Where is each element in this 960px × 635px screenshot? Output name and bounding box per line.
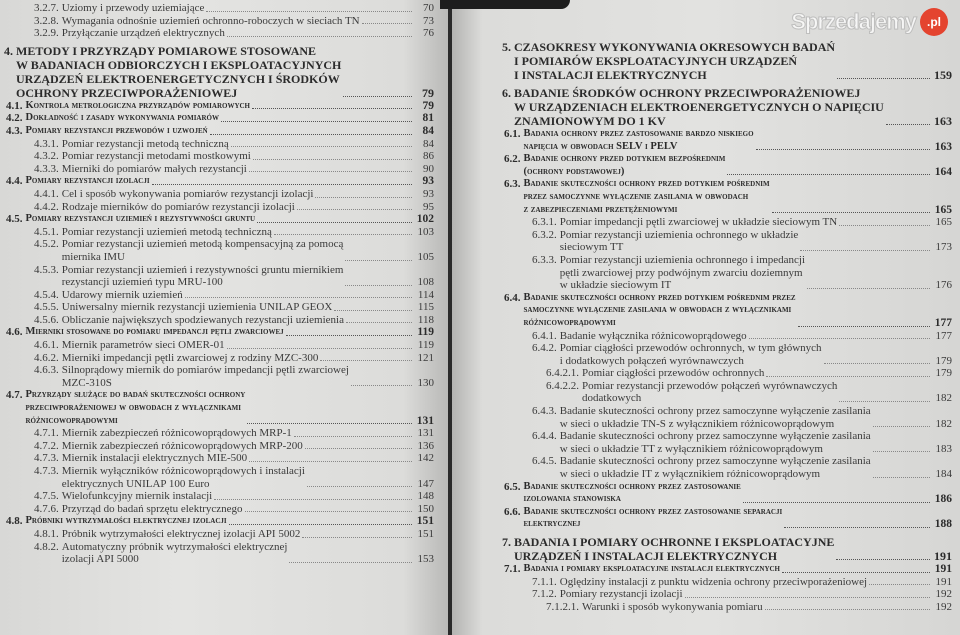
entry-page: 115 xyxy=(417,301,434,314)
entry-page: 153 xyxy=(417,553,434,566)
toc-entry xyxy=(4,125,434,138)
entry-title: Kontrola metrologiczna przyrządów pomiarowych xyxy=(25,99,250,111)
entry-page: 177 xyxy=(935,329,952,342)
left-page xyxy=(0,0,448,635)
toc-entry xyxy=(4,364,434,389)
entry-title: Przyłączanie urządzeń elektrycznych xyxy=(61,27,225,40)
dot-leader xyxy=(807,288,930,289)
entry-page: 118 xyxy=(417,313,434,326)
dot-leader xyxy=(345,260,412,261)
entry-number: 4.4.2. xyxy=(34,200,59,213)
entry-number: 4.5.2. xyxy=(34,238,59,251)
entry-number: 4.7.5. xyxy=(34,490,59,503)
toc-entry xyxy=(4,150,434,163)
dot-leader xyxy=(320,360,412,361)
entry-title: BADANIA I POMIARY OCHRONNE I EKSPLOATACYJNE URZĄDZEŃ I INSTALACJI ELEKTRYCZNYCH xyxy=(514,535,835,563)
entry-number: 6.5. xyxy=(504,480,521,493)
dot-leader xyxy=(765,609,930,610)
entry-number: 6.4.2.1. xyxy=(546,367,579,380)
dot-leader xyxy=(873,477,930,478)
toc-entry xyxy=(4,264,434,289)
entry-page: 93 xyxy=(422,175,434,188)
entry-page: 90 xyxy=(423,162,434,175)
entry-number: 3.2.7. xyxy=(34,2,59,14)
entry-page: 79 xyxy=(422,85,434,100)
entry-title: Wielofunkcyjny miernik instalacji xyxy=(61,490,213,503)
entry-page: 192 xyxy=(935,600,952,613)
entry-title: Pomiar ciągłości przewodów ochronnych, w tym głównych i dodatkowych połączeń wyrównawczych xyxy=(559,342,822,367)
entry-page: 191 xyxy=(935,575,952,588)
entry-number: 3.2.9. xyxy=(34,27,59,40)
entry-title: Automatyczny próbnik wytrzymałości elektrycznej izolacji API 5000 xyxy=(61,540,288,566)
entry-title: Badanie wyłącznika różnicowoprądowego xyxy=(559,329,747,342)
dot-leader xyxy=(346,322,412,323)
entry-number: 4.6. xyxy=(6,326,23,339)
entry-title: Badania ochrony przez zastosowanie bardzo niskiego napięcia w obwodach SELV i PELV xyxy=(523,128,754,152)
entry-title: Badanie skuteczności ochrony przez samoczynne wyłączenie zasilania w sieci o układzie TN-S z wyłącznikiem różnicowoprądowym xyxy=(559,405,871,430)
dot-leader xyxy=(214,499,412,500)
entry-page: 184 xyxy=(935,468,952,481)
entry-number: 6.6. xyxy=(504,505,521,518)
entry-page: 147 xyxy=(417,477,434,490)
entry-page: 93 xyxy=(423,187,434,200)
entry-page: 186 xyxy=(934,493,952,506)
dot-leader xyxy=(839,225,930,226)
entry-title: Mierniki impedancji pętli zwarciowej z rodziny MZC-300 xyxy=(61,351,319,364)
entry-title: Przyrząd do badań sprzętu elektrycznego xyxy=(61,502,243,515)
dot-leader xyxy=(249,171,412,172)
toc-entry xyxy=(502,588,952,601)
toc-entry xyxy=(502,506,952,531)
dot-leader xyxy=(231,146,412,147)
dot-leader xyxy=(343,96,412,97)
toc-entry xyxy=(4,2,434,15)
entry-number: 6.3. xyxy=(504,178,521,191)
entry-title: Pomiary rezystancji uziemień i rezystywności gruntu xyxy=(25,213,256,225)
entry-number: 6.4.1. xyxy=(532,329,557,342)
entry-number: 6.4. xyxy=(504,291,521,304)
toc-entry xyxy=(502,128,952,153)
entry-page: 182 xyxy=(935,392,952,405)
entry-page: 159 xyxy=(934,68,952,82)
toc-entry xyxy=(502,342,952,367)
entry-title: Miernik parametrów sieci OMER-01 xyxy=(61,339,225,352)
entry-page: 76 xyxy=(423,27,434,40)
dot-leader xyxy=(873,451,930,452)
toc-entry xyxy=(502,563,952,576)
toc-entry xyxy=(4,175,434,188)
entry-number: 6.3.2. xyxy=(532,228,557,241)
watermark-badge: .pl xyxy=(920,8,948,36)
entry-page: 148 xyxy=(417,490,434,503)
entry-page: 81 xyxy=(422,112,434,125)
dot-leader xyxy=(294,436,412,437)
entry-number: 5. xyxy=(502,40,511,54)
entry-number: 7.1.1. xyxy=(532,575,557,588)
entry-title: Pomiar rezystancji uziemień metodą techniczną xyxy=(61,225,272,238)
entry-title: Uziomy i przewody uziemiające xyxy=(61,2,205,14)
book-spine-shadow xyxy=(440,0,570,9)
entry-title: Przyrządy służące do badań skuteczności ochrony przeciwporażeniowej w obwodach z wyłącznikami różnicowoprądowymi xyxy=(25,389,246,426)
entry-page: 119 xyxy=(417,339,434,352)
toc-entry xyxy=(4,44,434,100)
toc-entry xyxy=(4,201,434,214)
toc-entry xyxy=(4,326,434,339)
toc-entry xyxy=(502,254,952,292)
entry-page: 84 xyxy=(423,137,434,150)
entry-title: Pomiar rezystancji uziemień i rezystywności gruntu miernikiem rezystancji uziemień typu MRU-100 xyxy=(61,263,344,289)
entry-number: 6.1. xyxy=(504,128,521,140)
entry-number: 4.8. xyxy=(6,515,23,528)
entry-title: Uniwersalny miernik rezystancji uziemienia UNILAP GEOX xyxy=(61,301,333,314)
entry-title: Miernik zabezpieczeń różnicowoprądowych MRP-200 xyxy=(61,439,303,452)
toc-entry xyxy=(502,292,952,330)
entry-title: Pomiary rezystancji izolacji xyxy=(559,588,683,601)
toc-entry xyxy=(4,465,434,490)
toc-entry xyxy=(4,339,434,352)
dot-leader xyxy=(772,212,930,213)
dot-leader xyxy=(837,78,930,79)
entry-page: 165 xyxy=(935,216,952,229)
entry-title: Badanie ochrony przed dotykiem bezpośrednim (ochrony podstawowej) xyxy=(523,153,726,177)
dot-leader xyxy=(245,511,412,512)
dot-leader xyxy=(756,149,930,150)
entry-title: Badanie skuteczności ochrony przez samoczynne wyłączenie zasilania w sieci o układzie TT z wyłącznikiem różnicowoprądowym xyxy=(559,430,871,455)
table-of-contents-left xyxy=(0,2,448,566)
dot-leader xyxy=(307,486,412,487)
entry-page: 142 xyxy=(417,452,434,465)
dot-leader xyxy=(286,335,412,336)
toc-entry xyxy=(502,153,952,178)
dot-leader xyxy=(305,448,412,449)
entry-number: 7.1.2.1. xyxy=(546,600,579,613)
entry-number: 6.3.1. xyxy=(532,216,557,229)
dot-leader xyxy=(362,23,412,24)
dot-leader xyxy=(185,297,412,298)
entry-page: 165 xyxy=(934,203,952,216)
entry-number: 4.8.2. xyxy=(34,540,59,553)
toc-entry xyxy=(502,455,952,480)
toc-entry xyxy=(4,188,434,201)
dot-leader xyxy=(836,559,930,560)
entry-number: 4.5.1. xyxy=(34,225,59,238)
entry-page: 150 xyxy=(417,502,434,515)
entry-number: 7.1. xyxy=(504,563,521,575)
toc-entry xyxy=(502,535,952,563)
entry-number: 4.7.2. xyxy=(34,439,59,452)
dot-leader xyxy=(227,348,412,349)
table-of-contents-right xyxy=(452,40,960,613)
entry-title: Udarowy miernik uziemień xyxy=(61,288,183,301)
entry-title: Silnoprądowy miernik do pomiarów impedancji pętli zwarciowej MZC-310S xyxy=(61,364,349,389)
entry-page: 191 xyxy=(934,549,952,563)
entry-page: 182 xyxy=(935,417,952,430)
entry-number: 6.4.2. xyxy=(532,342,557,355)
toc-entry xyxy=(4,163,434,176)
entry-page: 84 xyxy=(422,124,434,137)
entry-page: 163 xyxy=(934,114,952,128)
entry-title: Pomiar rezystancji metodami mostkowymi xyxy=(61,150,251,163)
entry-page: 108 xyxy=(417,276,434,289)
entry-page: 86 xyxy=(423,150,434,163)
entry-number: 6.4.2.2. xyxy=(546,379,579,392)
entry-title: Pomiary rezystancji przewodów i uzwojeń xyxy=(25,124,208,136)
toc-entry xyxy=(4,15,434,28)
entry-page: 105 xyxy=(417,250,434,263)
entry-page: 119 xyxy=(417,326,434,339)
toc-entry xyxy=(4,314,434,327)
toc-entry xyxy=(4,226,434,239)
entry-number: 4.5. xyxy=(6,213,23,226)
entry-title: Miernik instalacji elektrycznych MIE-500 xyxy=(61,452,248,465)
entry-title: Badania i pomiary eksploatacyjne instalacji elektrycznych xyxy=(523,563,780,574)
entry-title: Pomiary rezystancji izolacji xyxy=(25,175,150,187)
toc-entry xyxy=(4,213,434,226)
entry-title: Miernik zabezpieczeń różnicowoprądowych MRP-1 xyxy=(61,427,292,440)
entry-title: Mierniki do pomiarów małych rezystancji xyxy=(61,162,247,175)
toc-entry xyxy=(502,380,952,405)
entry-number: 6.4.5. xyxy=(532,455,557,468)
entry-page: 192 xyxy=(935,588,952,601)
toc-entry xyxy=(4,389,434,427)
entry-number: 4.5.3. xyxy=(34,263,59,276)
entry-number: 4.7.3. xyxy=(34,465,59,477)
entry-page: 131 xyxy=(416,414,434,427)
entry-number: 4.1. xyxy=(6,99,23,112)
entry-page: 114 xyxy=(417,288,434,301)
toc-entry xyxy=(502,216,952,229)
entry-title: Miernik wyłączników różnicowoprądowych i instalacji elektrycznych UNILAP 100 Euro xyxy=(61,465,305,490)
entry-number: 4.3.3. xyxy=(34,162,59,175)
toc-entry xyxy=(4,515,434,528)
entry-title: Badanie skuteczności ochrony przez zastosowanie separacji elektrycznej xyxy=(523,505,783,530)
toc-entry xyxy=(4,490,434,503)
entry-title: Pomiar rezystancji przewodów połączeń wyrównawczych dodatkowych xyxy=(582,379,838,405)
entry-title: Pomiar rezystancji metodą techniczną xyxy=(61,137,229,150)
toc-entry xyxy=(502,40,952,82)
entry-page: 121 xyxy=(417,351,434,364)
toc-entry xyxy=(4,541,434,566)
dot-leader xyxy=(886,124,930,125)
entry-number: 4.4.1. xyxy=(34,187,59,200)
entry-page: 176 xyxy=(935,279,952,292)
entry-page: 151 xyxy=(416,515,434,528)
entry-title: Pomiar rezystancji uziemienia ochronnego i impedancji pętli zwarciowej przy podwójnym zwarciu doziemnym w układzie sieciowym IT xyxy=(559,253,806,292)
entry-number: 4. xyxy=(4,43,13,58)
dot-leader xyxy=(206,11,412,12)
entry-title: Mierniki stosowane do pomiaru impedancji pętli zwarciowej xyxy=(25,326,284,338)
entry-number: 4.7.3. xyxy=(34,452,59,465)
entry-page: 177 xyxy=(934,316,952,329)
toc-entry xyxy=(4,528,434,541)
dot-leader xyxy=(289,562,412,563)
dot-leader xyxy=(315,197,412,198)
dot-leader xyxy=(727,174,930,175)
entry-title: Warunki i sposób wykonywania pomiaru xyxy=(582,600,763,613)
dot-leader xyxy=(345,285,412,286)
right-page xyxy=(452,0,960,635)
entry-number: 4.5.6. xyxy=(34,313,59,326)
entry-title: Dokładność i zasady wykonywania pomiarów xyxy=(25,112,219,124)
dot-leader xyxy=(766,376,930,377)
toc-entry xyxy=(4,301,434,314)
dot-leader xyxy=(252,108,412,109)
entry-number: 4.6.1. xyxy=(34,339,59,352)
dot-leader xyxy=(798,326,930,327)
dot-leader xyxy=(229,524,412,525)
entry-page: 179 xyxy=(935,354,952,367)
entry-number: 7. xyxy=(502,535,511,549)
dot-leader xyxy=(685,597,930,598)
entry-page: 164 xyxy=(934,165,952,178)
toc-entry xyxy=(502,86,952,128)
entry-title: Badanie skuteczności ochrony przez zastosowanie izolowania stanowiska xyxy=(523,480,741,505)
entry-number: 6.4.3. xyxy=(532,405,557,418)
dot-leader xyxy=(297,209,412,210)
entry-title: Próbniki wytrzymałości elektrycznej izolacji xyxy=(25,515,227,527)
entry-title: Pomiar ciągłości przewodów ochronnych xyxy=(582,367,765,380)
toc-entry xyxy=(4,289,434,302)
dot-leader xyxy=(824,363,930,364)
toc-entry xyxy=(502,330,952,343)
entry-page: 183 xyxy=(935,442,952,455)
toc-entry xyxy=(4,352,434,365)
entry-page: 130 xyxy=(417,376,434,389)
dot-leader xyxy=(221,121,412,122)
entry-page: 95 xyxy=(423,200,434,213)
entry-title: Badanie skuteczności ochrony przed dotykiem pośrednim przez samoczynne wyłączenie zasilania w obwodach z zabezpieczeniami przetężeniowymi xyxy=(523,178,770,215)
entry-page: 102 xyxy=(416,213,434,226)
entry-title: Pomiar impedancji pętli zwarciowej w układzie sieciowym TN xyxy=(559,216,838,229)
dot-leader xyxy=(800,250,930,251)
entry-page: 188 xyxy=(934,518,952,531)
toc-entry xyxy=(4,27,434,40)
entry-page: 151 xyxy=(417,527,434,540)
toc-entry xyxy=(4,138,434,151)
entry-number: 4.7. xyxy=(6,389,23,402)
dot-leader xyxy=(257,222,412,223)
toc-entry xyxy=(502,481,952,506)
entry-title: CZASOKRESY WYKONYWANIA OKRESOWYCH BADAŃ I POMIARÓW EKSPLOATACYJNYCH URZĄDZEŃ I INSTALACJI ELEKTRYCZNYCH xyxy=(514,40,836,82)
entry-title: Badanie skuteczności ochrony przed dotykiem pośrednim przez samoczynne wyłączenie zasilania w obwodach z wyłącznikami różnicowoprądowymi xyxy=(523,291,796,328)
dot-leader xyxy=(743,502,930,503)
entry-title: BADANIE ŚRODKÓW OCHRONY PRZECIWPORAŻENIOWEJ W URZĄDZENIACH ELEKTROENERGETYCZNYCH O NAPIĘCIU ZNAMIONOWYM DO 1 KV xyxy=(514,86,884,128)
toc-entry xyxy=(4,100,434,113)
toc-entry xyxy=(4,238,434,263)
entry-page: 73 xyxy=(423,14,434,27)
entry-number: 3.2.8. xyxy=(34,14,59,27)
toc-entry xyxy=(4,112,434,125)
entry-title: METODY I PRZYRZĄDY POMIAROWE STOSOWANE W BADANIACH ODBIORCZYCH I EKSPLOATACYJNYCH URZĄDZEŃ ELEKTROENERGETYCZNYCH I ŚRODKÓW OCHRONY PRZECIWPORAŻENIOWEJ xyxy=(16,43,342,100)
entry-number: 6.2. xyxy=(504,153,521,166)
dot-leader xyxy=(210,134,412,135)
entry-number: 4.6.3. xyxy=(34,364,59,377)
entry-page: 191 xyxy=(934,563,952,575)
dot-leader xyxy=(784,527,930,528)
toc-entry xyxy=(4,503,434,516)
dot-leader xyxy=(227,36,412,37)
toc-entry xyxy=(4,440,434,453)
toc-entry xyxy=(502,430,952,455)
entry-title: Rodzaje mierników do pomiarów rezystancji izolacji xyxy=(61,200,295,213)
dot-leader xyxy=(247,423,412,424)
entry-title: Badanie skuteczności ochrony przez samoczynne wyłączenie zasilania w sieci o układzie IT z wyłącznikiem różnicowoprądowym xyxy=(559,455,871,481)
dot-leader xyxy=(274,234,412,235)
toc-entry xyxy=(502,576,952,589)
entry-title: Pomiar rezystancji uziemienia ochronnego w układzie sieciowym TT xyxy=(559,228,799,254)
entry-number: 6. xyxy=(502,86,511,100)
entry-number: 4.7.6. xyxy=(34,502,59,515)
dot-leader xyxy=(869,584,930,585)
entry-title: Wymagania odnośnie uziemień ochronno-roboczych w sieciach TN xyxy=(61,14,360,27)
dot-leader xyxy=(351,385,412,386)
entry-title: Obliczanie największych spodziewanych rezystancji uziemienia xyxy=(61,313,344,326)
entry-page: 136 xyxy=(417,439,434,452)
toc-entry xyxy=(4,427,434,440)
entry-number: 4.6.2. xyxy=(34,351,59,364)
entry-number: 4.3.2. xyxy=(34,150,59,163)
entry-number: 4.8.1. xyxy=(34,527,59,540)
dot-leader xyxy=(782,572,930,573)
entry-title: Oględziny instalacji z punktu widzenia ochrony przeciwporażeniowej xyxy=(559,575,868,588)
entry-title: Cel i sposób wykonywania pomiarów rezystancji izolacji xyxy=(61,187,314,200)
entry-page: 173 xyxy=(935,241,952,254)
entry-number: 7.1.2. xyxy=(532,588,557,601)
watermark-logo: Sprzedajemy xyxy=(791,9,916,34)
entry-number: 4.5.4. xyxy=(34,288,59,301)
toc-entry xyxy=(502,601,952,614)
toc-entry xyxy=(502,367,952,380)
dot-leader xyxy=(152,184,412,185)
dot-leader xyxy=(749,338,930,339)
dot-leader xyxy=(873,426,930,427)
dot-leader xyxy=(839,401,930,402)
dot-leader xyxy=(334,310,412,311)
entry-title: Próbnik wytrzymałości elektrycznej izolacji API 5002 xyxy=(61,527,301,540)
entry-number: 4.7.1. xyxy=(34,427,59,440)
entry-number: 6.4.4. xyxy=(532,430,557,443)
entry-page: 131 xyxy=(417,427,434,440)
entry-number: 4.4. xyxy=(6,175,23,188)
dot-leader xyxy=(302,537,412,538)
toc-entry xyxy=(4,452,434,465)
entry-title: Pomiar rezystancji uziemień metodą kompensacyjną za pomocą miernika IMU xyxy=(61,238,344,263)
entry-page: 163 xyxy=(934,140,952,153)
entry-page: 79 xyxy=(422,99,434,112)
toc-entry xyxy=(502,178,952,216)
entry-page: 70 xyxy=(423,2,434,14)
dot-leader xyxy=(253,159,412,160)
entry-page: 179 xyxy=(935,367,952,380)
entry-number: 4.3. xyxy=(6,124,23,137)
entry-number: 6.3.3. xyxy=(532,253,557,266)
toc-entry xyxy=(502,405,952,430)
entry-number: 4.3.1. xyxy=(34,137,59,150)
dot-leader xyxy=(249,461,412,462)
entry-number: 4.2. xyxy=(6,112,23,125)
entry-page: 103 xyxy=(417,225,434,238)
entry-number: 4.5.5. xyxy=(34,301,59,314)
toc-entry xyxy=(502,229,952,254)
